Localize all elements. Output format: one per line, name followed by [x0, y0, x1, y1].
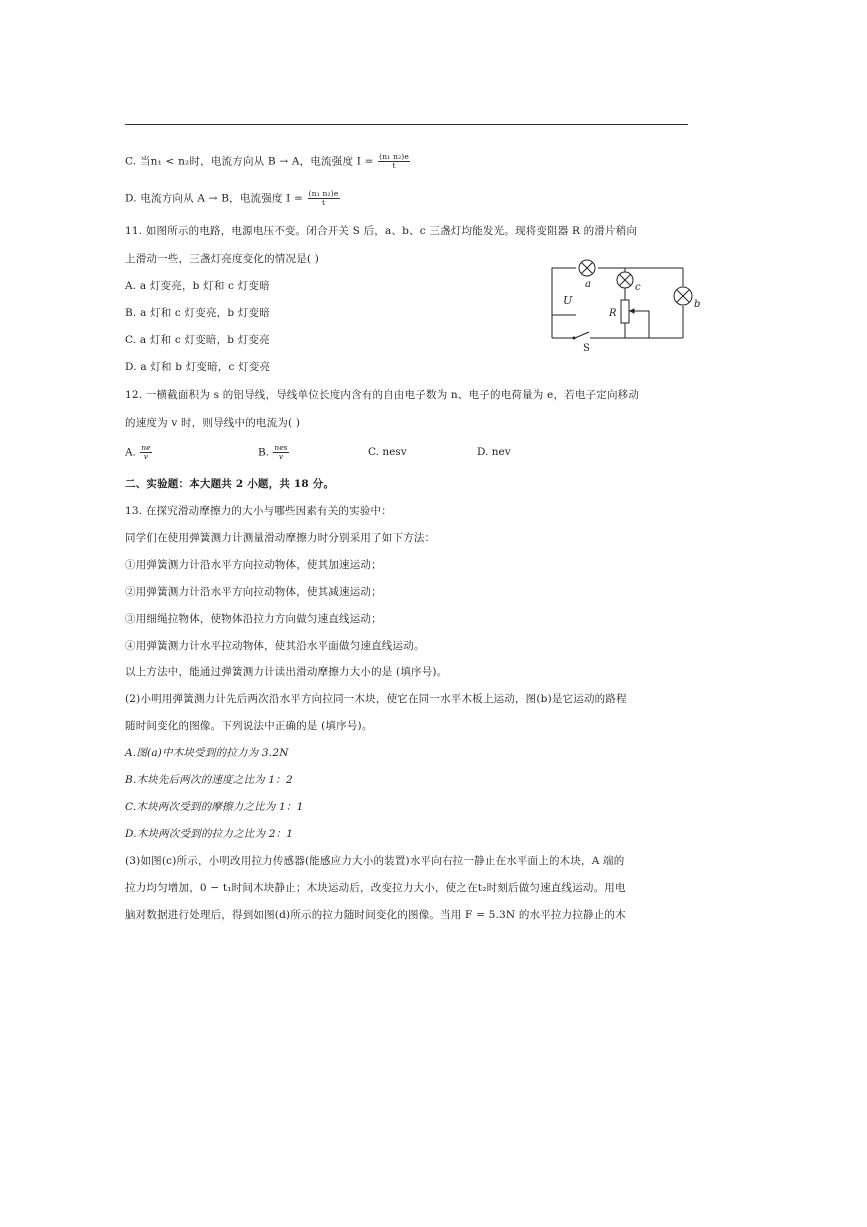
label-c: c: [635, 282, 641, 293]
q11-stem-line1: 11. 如图所示的电路，电源电压不变。闭合开关 S 后，a、b、c 三盏灯均能发光。现将变阻器 R 的滑片稍向: [125, 225, 638, 237]
section-heading: 二、实验题：本大题共 2 小题，共 18 分。: [125, 478, 335, 490]
q13-option-d: D.木块两次受到的拉力之比为 2：1: [125, 828, 294, 840]
q13-line: ④用弹簧测力计水平拉动物体，使其沿水平面做匀速直线运动。: [125, 640, 425, 652]
q13-line: 脑对数据进行处理后，得到如图(d)所示的拉力随时间变化的图像。当用 F = 5.3N 的水平拉力拉静止的木: [125, 909, 626, 921]
label-r: R: [609, 308, 617, 319]
q13-line: ②用弹簧测力计沿水平方向拉动物体，使其减速运动；: [125, 586, 382, 598]
q10-option-c-fraction: $\frac{\text{(n₁ n₂)e}}{t}$: [379, 152, 410, 170]
lamp-c-icon: [617, 272, 633, 288]
lamp-b-icon: [674, 287, 692, 305]
q11-stem-line2: 上滑动一些，三盏灯亮度变化的情况是( ): [125, 253, 320, 265]
label-u: U: [563, 294, 573, 307]
q10-option-c: C. 当n₁ < n₂时，电流方向从 B → A，电流强度 I = $\frac{\text{(n₁ n₂)e}}{t}$: [125, 152, 410, 170]
circuit-diagram: [545, 255, 705, 355]
q11-option-d: D. a 灯和 b 灯变暗，c 灯变亮: [125, 361, 271, 373]
q12-stem-line1: 12. 一横截面积为 s 的铝导线，导线单位长度内含有的自由电子数为 n、电子的电荷量为 e，若电子定向移动: [125, 389, 640, 401]
q12-option-b: B. $\frac{\text{nes}}{v}$: [258, 443, 288, 461]
q13-option-a: A.图(a)中木块受到的拉力为 3.2N: [125, 747, 289, 759]
switch-icon: [573, 337, 576, 340]
q13-line: 13. 在探究滑动摩擦力的大小与哪些因素有关的实验中：: [125, 505, 392, 517]
label-b: b: [694, 299, 701, 310]
q12-stem-line2: 的速度为 v 时，则导线中的电流为( ): [125, 417, 301, 429]
q12-option-a: A. $\frac{ne}{v}$: [125, 443, 151, 461]
q13-line: 随时间变化的图像。下列说法中正确的是 (填序号)。: [125, 720, 373, 732]
q13-line: ①用弹簧测力计沿水平方向拉动物体，使其加速运动；: [125, 559, 382, 571]
q13-line: 以上方法中，能通过弹簧测力计读出滑动摩擦力大小的是 (填序号)。: [125, 666, 448, 678]
lamp-a-icon: [579, 260, 595, 276]
q12-option-c: C. nesv: [368, 446, 407, 458]
header-rule: [125, 124, 688, 125]
q13-line: (3)如图(c)所示，小明改用拉力传感器(能感应力大小的装置)水平向右拉一静止在水平面上的木块，A 端的: [125, 855, 625, 867]
label-s: S: [583, 343, 590, 354]
label-a: a: [585, 279, 591, 290]
q11-option-b: B. a 灯和 c 灯变亮，b 灯变暗: [125, 307, 270, 319]
q13-option-b: B.木块先后两次的速度之比为 1：2: [125, 774, 293, 786]
q11-option-c: C. a 灯和 c 灯变暗，b 灯变亮: [125, 334, 270, 346]
q13-line: 拉力均匀增加，0 − t₁时间木块静止；木块运动后，改变拉力大小，使之在t₂时刻后做匀速直线运动。用电: [125, 882, 626, 894]
q13-option-c: C.木块两次受到的摩擦力之比为 1：1: [125, 801, 304, 813]
q12-option-d: D. nev: [477, 446, 511, 458]
q11-option-a: A. a 灯变亮，b 灯和 c 灯变暗: [125, 280, 270, 292]
q10-option-d-fraction: $\frac{\text{(n₁ n₂)e}}{t}$: [308, 189, 339, 207]
q10-option-d: D. 电流方向从 A → B，电流强度 I = $\frac{\text{(n₁ n₂)e}}{t}$: [125, 189, 339, 207]
q13-line: ③用细绳拉物体，使物体沿拉力方向做匀速直线运动；: [125, 613, 382, 625]
q13-line: 同学们在使用弹簧测力计测量滑动摩擦力时分别采用了如下方法：: [125, 532, 436, 544]
q13-line: (2)小明用弹簧测力计先后两次沿水平方向拉同一木块，使它在同一水平木板上运动，图(b)是它运动的路程: [125, 693, 627, 705]
